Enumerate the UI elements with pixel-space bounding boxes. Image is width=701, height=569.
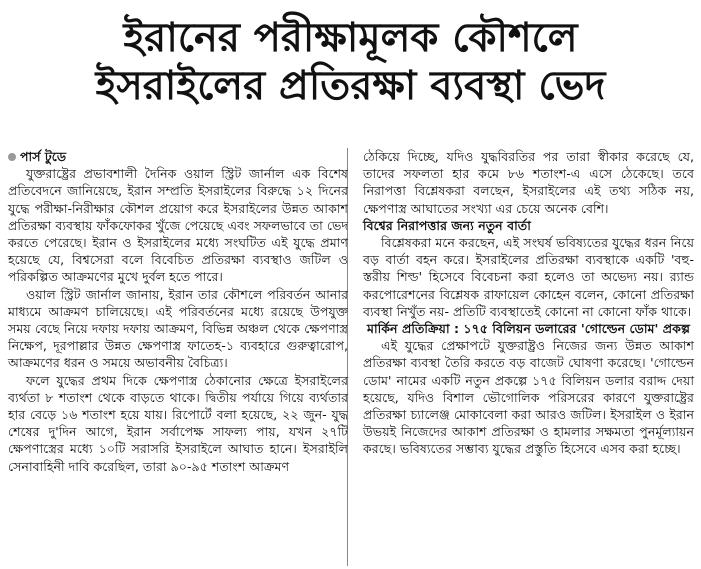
source-label: পার্স টুডে [20,149,67,164]
article-body [8,148,694,566]
paragraph-3: ফলে যুদ্ধের প্রথম দিকে ক্ষেপণাস্ত্র ঠেকানোর ক্ষেত্রে ইসরাইলের ব্যর্থতা ৮ শতাংশ থেকে বাড়তে থাকে। দ্বিতীয় পর্যায়ে গিয়ে ব্যর্থতার হার বেড়ে ১৬ শতাংশ হয়ে যায়। রিপোর্টে বলা হয়েছে, ২২ জুন- যুদ্ধ শেষের দু'দিন আগে, ইরান সর্বাপেক্ষ সাফল্য পায়, যখন ২৭টি ক্ষেপণাস্ত্রের মধ্যে ১০টি সরাসরি ইসরাইলে আঘাত হানে। ইসরাইলি সেনাবাহিনী দাবি করেছিল, তারা ৯০-৯৫ শতাংশ আক্রমণ [8,372,348,474]
source-line [8,148,348,165]
headline-line-1: ইরানের পরীক্ষামূলক কৌশলে [123,15,578,61]
paragraph-5: এই যুদ্ধের প্রেক্ষাপটে যুক্তরাষ্ট্রও নিজের জন্য উন্নত আকাশ প্রতিরক্ষা ব্যবস্থা তৈরি করতে বড় বাজেট ঘোষণা করেছে। 'গোল্ডেন ডোম' নামের একটি নতুন প্রকল্পে ১৭৫ বিলিয়ন ডলার বরাদ্দ দেয়া হয়েছে, যদিও বিশাল ভৌগোলিক পরিসরের কারণে যুক্তরাষ্ট্রের প্রতিরক্ষা চ্যালেঞ্জ মোকাবেলা করা আরও জটিল। ইসরাইল ও ইরান উভয়ই নিজেদের আকাশ প্রতিরক্ষা ও হামলার সক্ষমতা পুনর্মূল্যায়ন করছে। ভবিষ্যতের সম্ভাব্য যুদ্ধের প্রস্তুতি হিসেবে এসব করা হচ্ছে। [363,338,694,457]
paragraph-1: যুক্তরাষ্ট্রের প্রভাবশালী দৈনিক ওয়াল স্ট্রিট জার্নাল এক বিশেষ প্রতিবেদনে জানিয়েছে, ইরান সম্প্রতি ইসরাইলের বিরুদ্ধে ১২ দিনের যুদ্ধে পরীক্ষা-নিরীক্ষার কৌশল প্রয়োগ করে ইসরাইলের উন্নত আকাশ প্রতিরক্ষা ব্যবস্থায় ফাঁকফোকর খুঁজে পেয়েছে এবং সফলভাবে তা ভেদ করতে পেরেছে। ইরান ও ইসরাইলের মধ্যে সংঘটিত এই যুদ্ধে প্রমাণ হয়েছে যে, বিশ্বসেরা বলে বিবেচিত প্রতিরক্ষা ব্যবস্থাও জটিল ও পরিকল্পিত আক্রমণের মুখে দুর্বল হতে পারে। [8,166,348,285]
paragraph-continuation: ঠেকিয়ে দিচ্ছে, যদিও যুদ্ধবিরতির পর তারা স্বীকার করেছে যে, তাদের সফলতা হার কমে ৮৬ শতাংশ-এ এসে ঠেকেছে। তবে নিরাপত্তা বিশ্লেষকরা বলছেন, ইসরাইলের এই তথ্য সঠিক নয়, ক্ষেপণাস্ত্র আঘাতের সংখ্যা এর চেয়ে অনেক বেশি। [363,149,694,216]
left-column [8,148,348,475]
paragraph-2: ওয়াল স্ট্রিট জার্নাল জানায়, ইরান তার কৌশলে পরিবর্তন আনার মাধ্যমে আক্রমণ চালিয়েছে। এই পরিবর্তনের মধ্যে রয়েছে উপযুক্ত সময় বেছে নিয়ে দফায় দফায় আক্রমণ, বিভিন্ন অঞ্চল থেকে ক্ষেপণাস্ত্র নিক্ষেপ, দূরপাল্লার উন্নত ক্ষেপণাস্ত্র ফাতেহ-১ ব্যবহারে গুরুত্বারোপ, আক্রমণের ধরন ও সময়ে অভাবনীয় বৈচিত্র্য। [8,286,348,371]
headline-line-2: ইসরাইলের প্রতিরক্ষা ব্যবস্থা ভেদ [95,63,606,109]
paragraph-4: বিশ্লেষকরা মনে করছেন, এই সংঘর্ষ ভবিষ্যতের যুদ্ধের ধরন নিয়ে বড় বার্তা বহন করে। ইসরাইলের প্রতিরক্ষা ব্যবস্থাকে একটি 'বহু-স্তরীয় শিল্ড' হিসেবে বিবেচনা করা হলেও তা অভেদ্য নয়। র‍্যান্ড করপোরেশনের বিশ্লেষক রাফায়েল কোহেন বলেন, কোনো প্রতিরক্ষা ব্যবস্থা নিখুঁত নয়- প্রতিটি ব্যবস্থাতেই কোনো না কোনো ফাঁক থাকে। [363,235,694,319]
subheading-world-security: বিশ্বের নিরাপত্তার জন্য নতুন বার্তা [363,217,531,233]
headline [0,14,701,110]
right-column [363,148,694,458]
subheading-golden-dome: মার্কিন প্রতিক্রিয়া : ১৭৫ বিলিয়ন ডলারের 'গোল্ডেন ডোম' প্রকল্প [367,321,690,337]
bullet-icon [8,153,16,161]
